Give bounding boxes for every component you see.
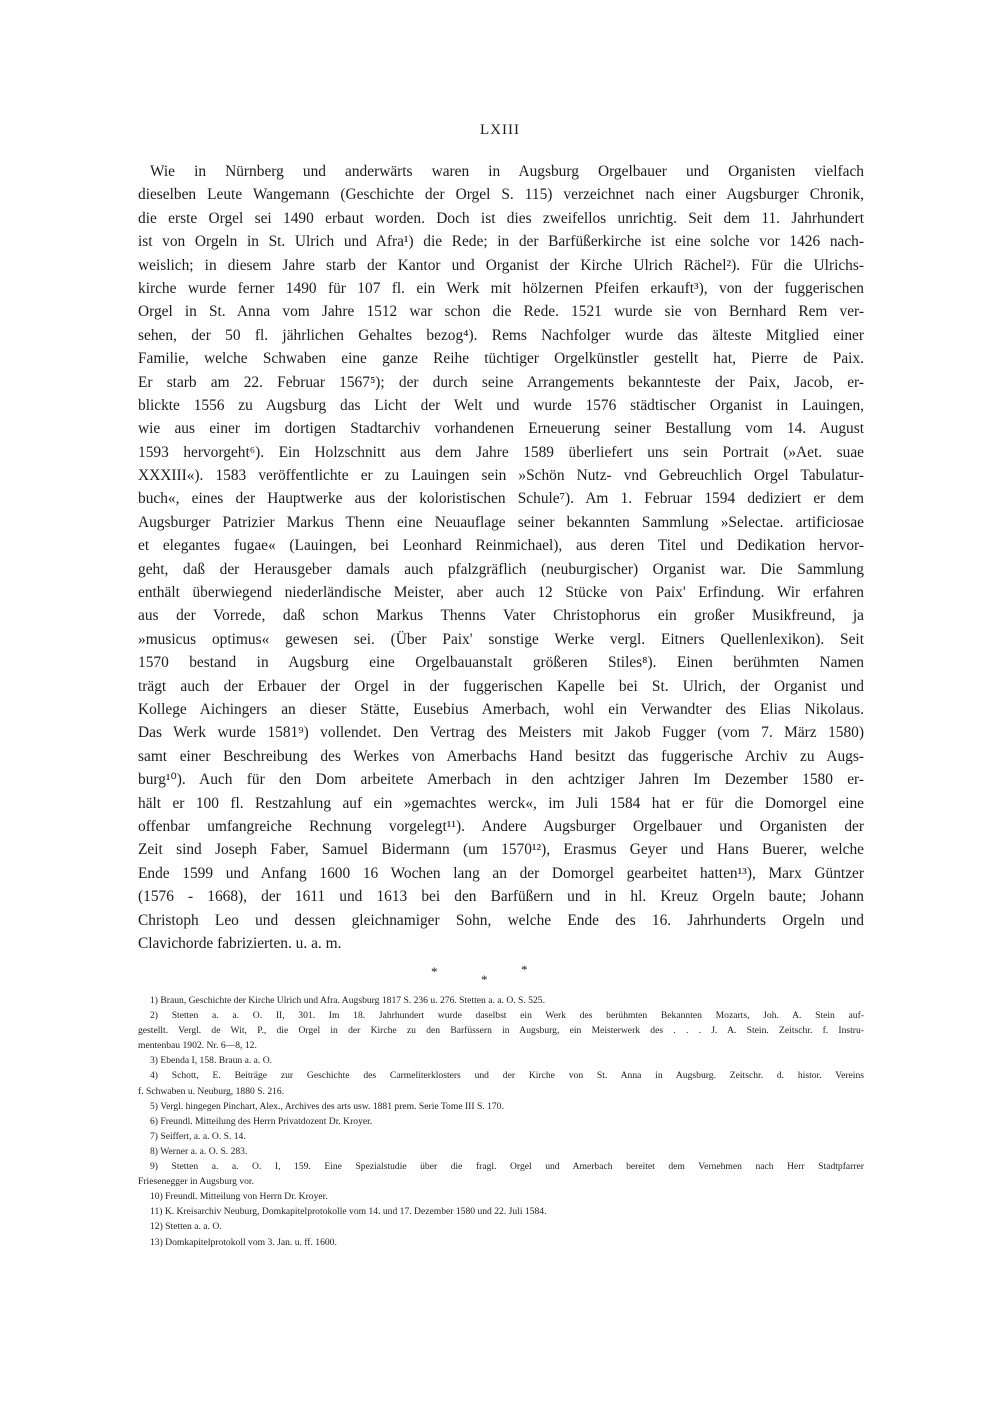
footnote: 1) Braun, Geschichte der Kirche Ulrich und Afra. Augsburg 1817 S. 236 u. 276. Stetten a. a. O. S. 525. — [150, 995, 545, 1006]
footnote: 11) K. Kreisarchiv Neuburg, Domkapitelprotokolle vom 14. und 17. Dezember 1580 und 22. Juli 1584. — [150, 1206, 547, 1218]
body-line: Christoph Leo und dessen gleichnamiger Sohn, welche Ende des 16. Jahrhunderts Orgeln und — [138, 911, 864, 929]
body-line: 1570 bestand in Augsburg eine Orgelbauanstalt größeren Stiles⁸). Einen berühmten Namen — [138, 654, 864, 672]
body-line: Clavichorde fabrizierten. u. a. m. — [138, 934, 342, 952]
body-line: XXXIII«). 1583 veröffentlichte er zu Lauingen sein »Schön Nutz- vnd Gebreuchlich Orgel Tabulatur- — [138, 467, 864, 485]
body-line: Zeit sind Joseph Faber, Samuel Bidermann (um 1570¹²), Erasmus Geyer und Hans Buerer, welche — [138, 841, 864, 859]
body-line: Er starb am 22. Februar 1567⁵); der durch seine Arrangements bekannteste der Paix, Jacob, er- — [138, 373, 864, 391]
body-line: »musicus optimus« gewesen sei. (Über Paix' sonstige Werke vergl. Eitners Quellenlexikon). Seit — [138, 630, 864, 648]
footnotes — [138, 993, 864, 1250]
body-paragraph — [138, 160, 864, 955]
body-line: et elegantes fugae« (Lauingen, bei Leonhard Reinmichael), aus deren Titel und Dedikation hervor- — [138, 537, 864, 555]
footnote: 7) Seiffert, a. a. O. S. 14. — [150, 1130, 246, 1142]
footnote: 10) Freundl. Mitteilung von Herrn Dr. Kroyer. — [150, 1191, 328, 1203]
footnote-continuation: Friesenegger in Augsburg vor. — [138, 1176, 255, 1188]
body-line: ist von Orgeln in St. Ulrich und Afra¹) die Rede; in der Barfüßerkirche ist eine solche vor 1426 nach- — [138, 233, 864, 251]
body-line: Wie in Nürnberg und anderwärts waren in Augsburg Orgelbauer und Organisten vielfach — [150, 163, 864, 180]
body-line: samt einer Beschreibung des Werkes von Amerbachs Hand besitzt das fuggerische Archiv zu Augs- — [138, 747, 864, 765]
body-line: Kollege Aichingers an dieser Stätte, Eusebius Amerbach, wohl ein Verwandter des Elias Nikolaus. — [138, 700, 864, 718]
footnote: 12) Stetten a. a. O. — [150, 1221, 222, 1233]
body-line: sehen, der 50 fl. jährlichen Gehaltes bezog⁴). Rems Nachfolger wurde das älteste Mitglied einer — [138, 326, 864, 344]
body-line: aus der Vorrede, daß schon Markus Thenns Vater Christophorus ein großer Musikfreund, ja — [138, 607, 864, 625]
footnote: 9) Stetten a. a. O. I, 159. Eine Spezialstudie über die fragl. Orgel und Amerbach bereitet dem Vernehmen nach Herr Stadtpfarrer — [150, 1161, 864, 1173]
body-line: blickte 1556 zu Augsburg das Licht der Welt und wurde 1576 städtischer Organist in Lauingen, — [138, 396, 864, 414]
footnote: 5) Vergl. hingegen Pinchart, Alex., Archives des arts usw. 1881 prem. Serie Tome III S. 170. — [150, 1100, 504, 1112]
body-line: 1593 hervorgeht⁶). Ein Holzschnitt aus dem Jahre 1589 überliefert uns sein Portrait (»Aet. suae — [138, 443, 864, 461]
section-asterism — [425, 960, 545, 987]
body-line: Das Werk wurde 1581⁹) vollendet. Den Vertrag des Meisters mit Jakob Fugger (vom 7. März 1580) — [138, 724, 864, 742]
body-line: hält er 100 fl. Restzahlung auf ein »gemachtes werck«, im Juli 1584 hat er für die Domorgel eine — [138, 794, 864, 812]
body-line: die erste Orgel sei 1490 erbaut worden. Doch ist dies zweifellos unrichtig. Seit dem 11. Jahrhundert — [138, 209, 864, 227]
body-line: burg¹⁰). Auch für den Dom arbeitete Amerbach in den achtziger Jahren Im Dezember 1580 er- — [138, 771, 864, 789]
footnote-continuation: gestellt. Vergl. de Wit, P., die Orgel in der Kirche zu den Barfüssern in Augsburg, ein Meisterwerk des . . . J. A. Stein. Zeitschr. f. Instru- — [138, 1025, 864, 1037]
body-line: Ende 1599 und Anfang 1600 16 Wochen lang an der Domorgel gearbeitet hatten¹³), Marx Güntzer — [138, 864, 864, 882]
footnote: 6) Freundl. Mitteilung des Herrn Privatdozent Dr. Kroyer. — [150, 1115, 373, 1127]
footnote: 4) Schott, E. Beiträge zur Geschichte des Carmeliterklosters und der Kirche von St. Anna in Augsburg. Zeitschr. d. histor. Vereins — [150, 1070, 864, 1082]
footnote: 8) Werner a. a. O. S. 283. — [150, 1145, 248, 1157]
body-line: dieselben Leute Wangemann (Geschichte der Orgel S. 115) verzeichnet nach einer Augsburger Chronik, — [138, 186, 864, 204]
body-line: offenbar umfangreiche Rechnung vorgelegt¹¹). Andere Augsburger Orgelbauer und Organisten der — [138, 817, 864, 835]
body-line: kirche wurde ferner 1490 für 107 fl. ein Werk mit hölzernen Pfeifen erkauft³), von der fuggerischen — [138, 279, 864, 297]
footnote-continuation: mentenbau 1902. Nr. 6—8, 12. — [138, 1040, 257, 1052]
footnote: 3) Ebenda I, 158. Braun a. a. O. — [150, 1055, 273, 1067]
body-line: buch«, eines der Hauptwerke aus der koloristischen Schule⁷). Am 1. Februar 1594 dediziert er dem — [138, 490, 864, 508]
body-line: (1576 - 1668), der 1611 und 1613 bei den Barfüßern und in hl. Kreuz Orgeln baute; Johann — [138, 888, 864, 906]
footnote: 13) Domkapitelprotokoll vom 3. Jan. u. ff. 1600. — [150, 1236, 337, 1248]
body-line: wie aus einer im dortigen Stadtarchiv vorhandenen Erneuerung seiner Bestallung vom 14. August — [138, 420, 864, 438]
body-line: Orgel in St. Anna vom Jahre 1512 war schon die Rede. 1521 wurde sie von Bernhard Rem ver- — [138, 303, 864, 321]
page-number: LXIII — [480, 122, 520, 138]
footnote-continuation: f. Schwaben u. Neuburg, 1880 S. 216. — [138, 1085, 285, 1097]
body-line: geht, daß der Herausgeber damals auch pfalzgräflich (neuburgischer) Organist war. Die Sammlung — [138, 560, 864, 578]
body-line: Familie, welche Schwaben eine ganze Reihe tüchtiger Orgelkünstler gestellt hat, Pierre de Paix. — [138, 350, 864, 368]
body-line: trägt auch der Erbauer der Orgel in der fuggerischen Kapelle bei St. Ulrich, der Organist und — [138, 677, 864, 695]
asterism-star: * — [431, 964, 438, 979]
body-line: weislich; in diesem Jahre starb der Kantor und Organist der Kirche Ulrich Rächel²). Für die Ulrichs- — [138, 256, 864, 274]
asterism-star: * — [521, 962, 528, 977]
footnote: 2) Stetten a. a. O. II, 301. Im 18. Jahrhundert wurde daselbst ein Werk des berühmten Bekannten Mozarts, Joh. A. Stein auf- — [150, 1010, 864, 1022]
body-line: Augsburger Patrizier Markus Thenn eine Neuauflage seiner bekannten Sammlung »Selectae. artificiosae — [138, 513, 864, 531]
asterism-star: * — [481, 972, 488, 987]
body-line: enthält überwiegend niederländische Meister, aber auch 12 Stücke von Paix' Erfindung. Wir erfahren — [138, 584, 864, 602]
